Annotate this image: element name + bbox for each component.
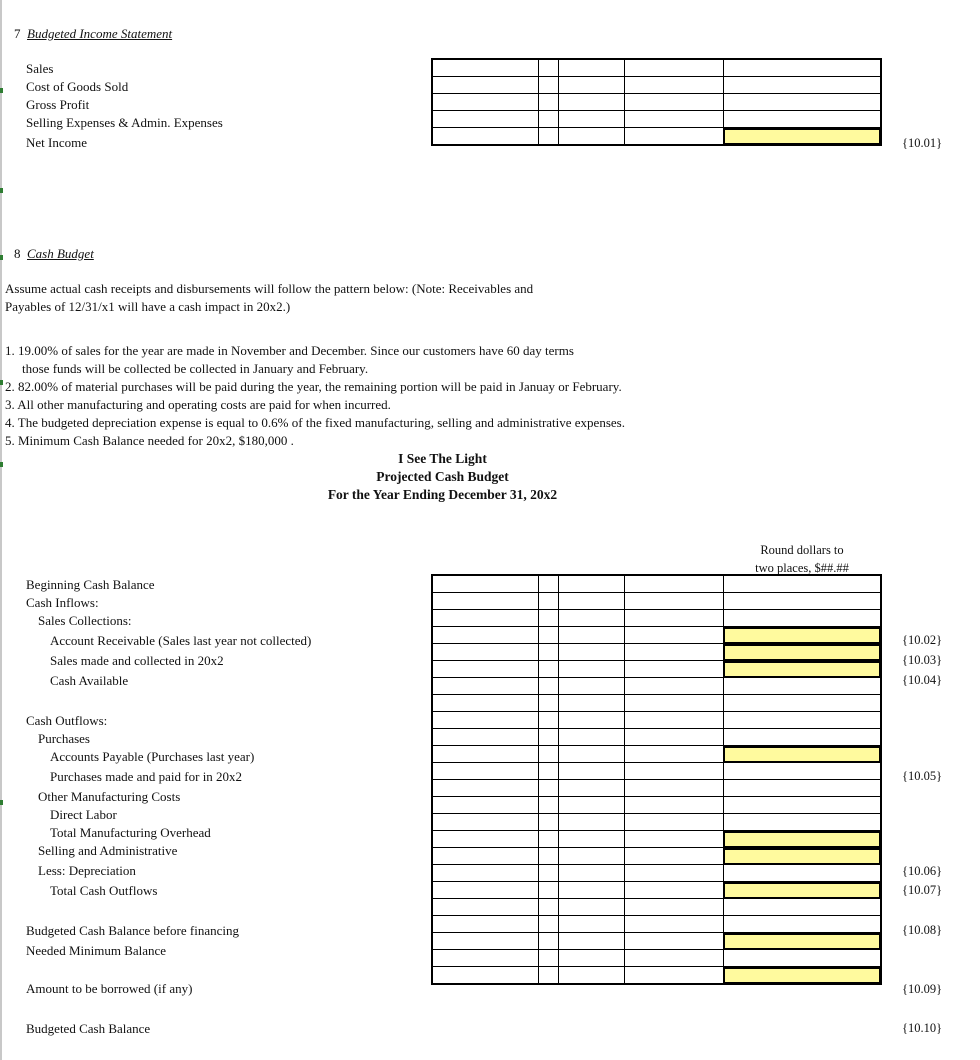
balance-before-financing-input[interactable]	[723, 882, 881, 899]
budgeted-cash-balance-input[interactable]	[723, 967, 881, 985]
ref-label: {10.07}	[902, 883, 943, 897]
row-label: Sales Collections:	[38, 613, 132, 628]
total-outflows-input[interactable]	[723, 848, 881, 865]
row-label: Budgeted Cash Balance before financing	[26, 923, 239, 938]
row-label: Accounts Payable (Purchases last year)	[50, 749, 255, 764]
ref-label: {10.06}	[902, 864, 943, 878]
row-label: Selling and Administrative	[38, 843, 178, 858]
green-mark	[0, 380, 3, 385]
report-name: Projected Cash Budget	[376, 469, 509, 484]
green-mark	[0, 462, 3, 467]
depreciation-input[interactable]	[723, 831, 881, 848]
row-label: Cash Inflows:	[26, 595, 99, 610]
row-label: Needed Minimum Balance	[26, 943, 167, 958]
ref-label: {10.10}	[902, 1021, 943, 1035]
row-label: Cash Outflows:	[26, 713, 108, 728]
income-statement-grid	[431, 58, 882, 146]
section-title-text: Budgeted Income Statement	[27, 26, 173, 41]
row-label: Gross Profit	[26, 97, 90, 112]
intro-line: Payables of 12/31/x1 will have a cash impact in 20x2.)	[5, 299, 291, 314]
row-label: Amount to be borrowed (if any)	[26, 981, 193, 996]
ref-label: {10.09}	[902, 982, 943, 996]
report-period: For the Year Ending December 31, 20x2	[327, 487, 558, 502]
row-label: Beginning Cash Balance	[26, 577, 155, 592]
row-label: Net Income	[26, 135, 88, 150]
row-label: Cash Available	[50, 673, 129, 688]
row-label: Total Manufacturing Overhead	[50, 825, 211, 840]
row-label: Sales made and collected in 20x2	[50, 653, 224, 668]
ref-label: {10.08}	[902, 923, 943, 937]
section-number: 7	[14, 26, 21, 41]
assumption-item: 3. All other manufacturing and operating costs are paid for when incurred.	[5, 397, 391, 412]
ref-label: {10.05}	[902, 769, 943, 783]
round-note: Round dollars to two places, $##.##	[755, 543, 849, 575]
net-income-input[interactable]	[723, 128, 881, 146]
green-mark	[0, 800, 3, 805]
row-label: Budgeted Cash Balance	[26, 1021, 151, 1036]
assumption-item: 2. 82.00% of material purchases will be paid during the year, the remaining portion will be paid in Januay or February.	[5, 379, 622, 394]
cash-available-input[interactable]	[723, 661, 881, 678]
row-label: Other Manufacturing Costs	[38, 789, 181, 804]
row-label: Purchases	[38, 731, 90, 746]
row-label: Direct Labor	[50, 807, 117, 822]
ref-label: {10.04}	[902, 673, 943, 687]
row-label: Total Cash Outflows	[50, 883, 158, 898]
section-title-text: Cash Budget	[27, 246, 94, 261]
ar-collection-input[interactable]	[723, 627, 881, 644]
intro-line: Assume actual cash receipts and disbursements will follow the pattern below: (Note: Receivables and	[5, 281, 534, 296]
sales-collected-input[interactable]	[723, 644, 881, 661]
row-label: Sales	[26, 61, 54, 76]
row-label: Account Receivable (Sales last year not collected)	[50, 633, 312, 648]
section-8-title	[14, 246, 94, 262]
row-label: Less: Depreciation	[38, 863, 136, 878]
left-border	[0, 0, 2, 1060]
ref-label: {10.03}	[902, 653, 943, 667]
company-name: I See The Light	[398, 451, 487, 466]
assumption-item: those funds will be collected be collected in January and February.	[22, 361, 369, 376]
cash-budget-grid	[431, 574, 882, 985]
assumption-item: 4. The budgeted depreciation expense is equal to 0.6% of the fixed manufacturing, selling and administrative expenses.	[5, 415, 625, 430]
purchases-paid-input[interactable]	[723, 746, 881, 763]
amount-borrowed-input[interactable]	[723, 933, 881, 950]
assumption-item: 5. Minimum Cash Balance needed for 20x2, $180,000 .	[5, 433, 294, 448]
green-mark	[0, 255, 3, 260]
row-label: Selling Expenses & Admin. Expenses	[26, 115, 223, 130]
green-mark	[0, 88, 3, 93]
section-7-title	[14, 26, 172, 42]
ref-label: {10.01}	[902, 136, 943, 150]
section-number: 8	[14, 246, 21, 261]
ref-label: {10.02}	[902, 633, 943, 647]
green-mark	[0, 188, 3, 193]
row-label: Purchases made and paid for in 20x2	[50, 769, 243, 784]
assumption-item: 1. 19.00% of sales for the year are made in November and December. Since our customers have 60 day terms	[5, 343, 574, 358]
row-label: Cost of Goods Sold	[26, 79, 129, 94]
